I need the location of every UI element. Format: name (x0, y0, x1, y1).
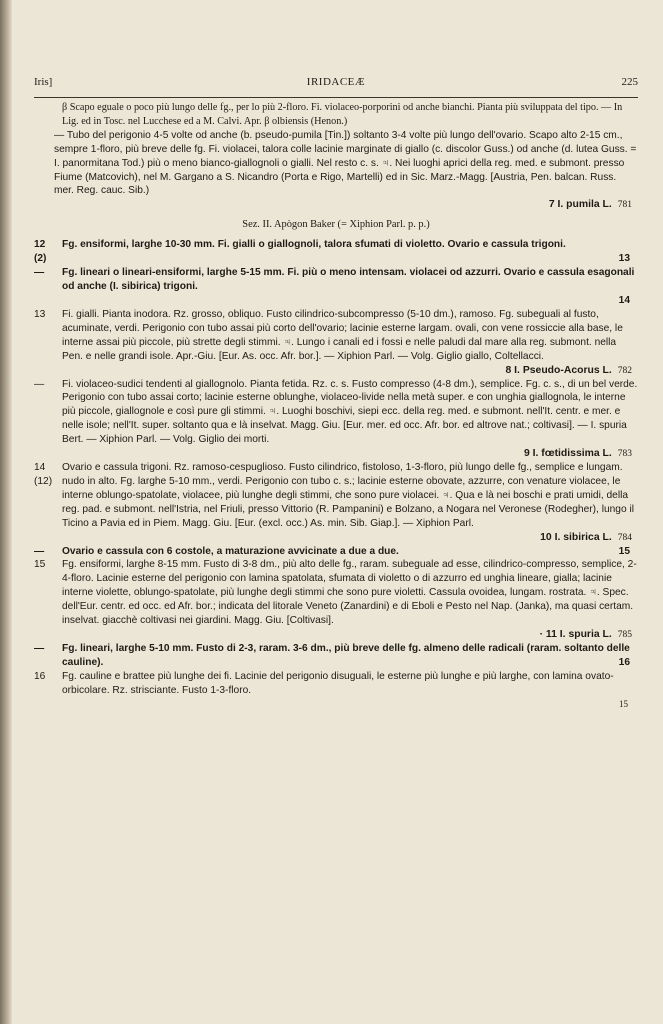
species-number: 783 (617, 449, 632, 460)
signature-mark: 15 (619, 698, 628, 709)
key-reference: 15 (618, 545, 630, 557)
key-text: Ovario e cassula con 6 costole, a maturazione avvicinate a due a due. (62, 545, 399, 557)
key-lead-16 (34, 670, 638, 698)
key-tubo-paragraph (34, 129, 638, 199)
key-number: 13 (34, 308, 46, 320)
key-reference: 13 (618, 253, 630, 265)
book-page (34, 72, 638, 1017)
key-number: 15 (34, 559, 46, 571)
variety-beta-paragraph: β Scapo eguale o poco più lungo delle fg., per lo più 2-floro. Fi. violaceo-porporini od anche bianchi. Pianta più sviluppata del tipo. — In Lig. ed in Tosc. nel Lucchese ed a M. Calvi. Apr. β olbiensis (Henon.) (62, 102, 623, 127)
key-text: Fg. lineari, larghe 5-10 mm. Fusto di 2-3, raram. 3-6 dm., più breve delle fg. almeno delle radicali (raram. soltanto delle cauline). (62, 643, 630, 668)
key-number: — (34, 267, 45, 279)
species-name: · 11 I. spuria L. (539, 629, 612, 640)
key-reference: 16 (618, 656, 630, 668)
key-lead-13b (34, 378, 638, 448)
header-rule (34, 97, 638, 98)
key-lead-13 (34, 308, 638, 364)
running-header (34, 72, 638, 96)
key-number: 14 (12) (34, 462, 53, 487)
key-number: 12 (2) (34, 239, 47, 265)
key-tubo-text: — Tubo del perigonio 4-5 volte od anche (b. pseudo-pumila [Tin.]) soltanto 3-4 volte più lungo dell'ovario. Scapo alto 2-15 cm., sempre 1-floro, più breve delle fg. Fi. violacei, talora colle lacinie marginate di giallo (c. discolor Guss.) od anche (d. lutea Guss. = I. panormitana Tod.) più o meno bianco-giallognoli o gialli. Nel resto c. s. ♃. Nei luoghi aprici della reg. med. e submont. presso Fiume (Matcovich), nel M. Gargano a S. Nicandro (Porta e Rigo, Martelli) ed in Sic. Marz.-Magg. [Austria, Pen. balcan. Russ. mer. Reg. cauc. Sib.) (54, 129, 637, 197)
header-genus: Iris] (34, 76, 53, 88)
key-number: — (34, 545, 45, 557)
book-spine-shadow (0, 0, 12, 1024)
species-number: 781 (617, 200, 632, 211)
species-name: 8 I. Pseudo-Acorus L. (505, 364, 612, 376)
species-number: 784 (617, 532, 632, 543)
species-heading-8 (34, 364, 632, 378)
key-reference: 14 (618, 294, 630, 306)
key-lead-14b (34, 545, 638, 559)
key-lead-12b (34, 266, 638, 308)
species-heading-10 (34, 531, 632, 545)
key-lead-14 (34, 461, 638, 531)
section-heading: Sez. II. Apògon Baker (= Xiphion Parl. p. p.) (242, 219, 430, 231)
key-number: — (34, 643, 45, 654)
key-lead-15b (34, 642, 638, 670)
key-text: Fi. violaceo-sudici tendenti al giallognolo. Pianta fetida. Rz. c. s. Fusto compresso (4-8 dm.), semplice. Fg. c. s., di un bel verde. Perigonio con tubo assai corto; lacinie esterne oblunghe, violaceo-livide nella metà super. e con unghia giallognola, le interne più piccole, giallognole e così pure gli stimmi. ♃. Luoghi boschivi, siepi ecc. della reg. med. e submont. nell'It. centr. e mer. e nelle isole; nell'It. super. soltanto qua e là inselvat. Magg. Giu. [Eur. mer. ed occ. Afr. bor. ed altrove nat.; coltivasi]. — I. spuria Bert. — Xiphion Parl. — Volg. Giglio dei morti. (62, 378, 638, 446)
species-heading-9 (34, 447, 632, 461)
species-name: 9 I. fœtidissima L. (523, 448, 612, 460)
key-text: Fg. ensiformi, larghe 8-15 mm. Fusto di 3-8 dm., più alto delle fg., raram. subeguale ad esse, cilindrico-compresso, semplice, 2-4-floro. Lacinie esterne del perigonio con lamina spatolata, sfumata di violetto o di azzurro ed unghia lineare, gialla; lacinie interne violette, oblungo-spatolate, più lunghe degli stimmi che sono pure violetti. Cassula ovoidea, lungam. rostrata. ♃. Spec. dell'Eur. centr. ed occ. ed Afr. bor.; indicata del litorale Veneto (Zanardini) e di Eboli e Pesto nel Nap. (Janka), ma quasi certam. inselvat. giacchè coltivasi nei giardini. Magg. Giu. [Coltivasi]. (62, 559, 637, 627)
key-text: Fg. lineari o lineari-ensiformi, larghe 5-15 mm. Fi. più o meno intensam. violacei od azzurri. Ovario e cassula esagonali od anche (I. sibirica) trigoni. (62, 267, 635, 293)
key-lead-12 (34, 238, 638, 266)
key-number: — (34, 378, 45, 390)
species-name: 7 I. pumila L. (548, 199, 612, 211)
key-lead-15 (34, 558, 638, 628)
page-number: 225 (621, 76, 638, 88)
key-number: 16 (34, 670, 46, 682)
key-text: Fg. cauline e brattee più lunghe dei fi. Lacinie del perigonio disuguali, le esterne più lunghe e più larghe, con lamina ovato-orbicolare. Rz. strisciante. Fusto 1-3-floro. (62, 670, 614, 696)
species-number: 785 (617, 630, 632, 640)
key-text: Ovario e cassula trigoni. Rz. ramoso-cespuglioso. Fusto cilindrico, fistoloso, 1-3-floro, più lungo delle fg., semplice e lungam. nudo in alto. Fg. larghe 5-10 mm., verdi. Perigonio con tubo c. s.; lacinie esterne obovate, azzurre, con venature violacee, le interne oblungo-spatolate, violacee, più lunghe degli stimmi, che sono pure violacei. ♃. Qua e là nei boschi e prati umidi, della reg. pad. e submont. nell'Istria, nel Friuli, presso Vittorio (R. Pampanini) e Bolzano, a Nogara nel Veronese (Rodegher), lungo il Ticino a Pavia ed in Piem. Magg. Giu. [Eur. (excl. occ.) As. min. Sib. Giap.]. — Xiphion Parl. (62, 462, 634, 529)
species-heading-7 (34, 198, 632, 212)
species-heading-11 (34, 628, 632, 642)
key-text: Fi. gialli. Pianta inodora. Rz. grosso, obliquo. Fusto cilindrico-subcompresso (5-10 dm.), ramoso. Fg. subeguali al fusto, acuminate, verdi. Perigonio con tubo assai più corto dell'ovario; lacinie esterne largam. ovali, con vene rossiccie alla base, le interne assai più piccole, più strette degli stimmi. ♃. Lungo i canali ed i fossi e nelle paludi dal mare alla reg. submont. nella Pen. e nelle grandi isole. Apr.-Giu. [Eur. As. occ. Afr. bor.]. — Xiphion Parl. — Volg. Giglio giallo, Coltellacci. (62, 308, 623, 362)
species-number: 782 (617, 365, 632, 376)
header-family: IRIDACEÆ (306, 76, 366, 88)
key-text: Fg. ensiformi, larghe 10-30 mm. Fi. gialli o giallognoli, talora sfumati di violetto. Ovario e cassula trigoni. (62, 239, 566, 251)
species-name: 10 I. sibirica L. (540, 531, 612, 543)
